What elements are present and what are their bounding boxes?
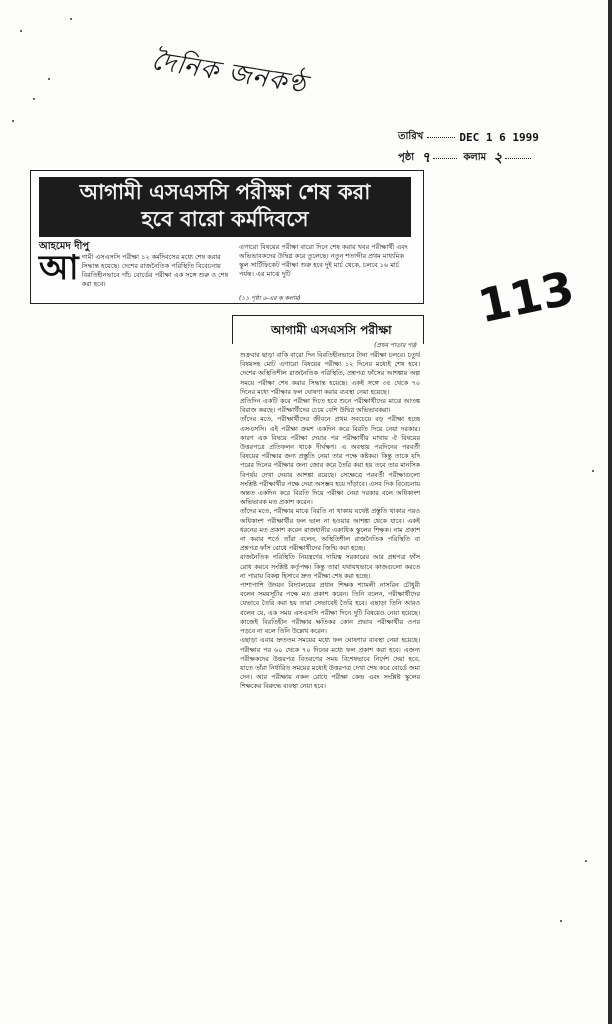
scan-speck — [592, 470, 594, 472]
article-intro-left — [39, 248, 234, 289]
stamp-column-value: ২ — [493, 150, 503, 166]
headline-line-2: হবে বারো কর্মদিবসে — [141, 207, 309, 231]
intro-left-text: গামী এসএসসি পরীক্ষা ১২ কর্মদিবসের মধ্যে শেষ করার সিদ্ধান্ত হয়েছে। দেশের রাজনৈতিক পরিস্থিতি বিবেচনায় বিরতিহীনভাবে পাঁচ বোর্ডের পরীক্ষা এক সঙ্গে শুরু ও শেষ করা হবে। — [81, 253, 229, 288]
body-paragraph: এছাড়া এবার দ্রুততম সময়ের মধ্যে ফল ঘোষণার ব্যবস্থা নেয়া হয়েছে। পরীক্ষার পর ৬০ থেকে ৭০ দিনের মধ্যে ফল প্রকাশ করা হবে। এজন্য পরীক্ষকদের উত্তরপত্র বিতরণের সময় বিশেষভাবে নির্দেশ দেয়া হবে, যাতে তাঁরা নির্ধারিত সময়ের মধ্যেই উত্তরপত্র দেখা শেষ করে বোর্ডে জমা দেন। আর পরীক্ষায় নকল রোধে পরীক্ষা কেন্দ্র এবং সংশ্লিষ্ট স্কুলের শিক্ষকের বিরুদ্ধে ব্যবস্থা নেয়া হবে। — [240, 636, 420, 691]
body-paragraph: রাজনৈতিক পরিস্থিতি নিয়ন্ত্রণের দায়িত্ব সরকারের আর প্রশ্নপত্র ফাঁস রোধ করবে সংশ্লিষ্ট কর্তৃপক্ষ। কিন্তু তারা যথাযথভাবে কাজগুলো করতে না পারায় বিকল্প হিসাবে দ্রুত পরীক্ষা শেষ করা হচ্ছে। — [240, 553, 420, 580]
body-paragraph: তাঁদের মতে, পরীক্ষার্থীদের জীবনে প্রথম সবচেয়ে বড় পরীক্ষা হচ্ছে এসএসসি। এই পরীক্ষা ক্রমশ একদিন করে বিরতি দিয়ে নেয়া দরকার। কারণ এক বিষয়ে পরীক্ষা দেয়ার পর পরীক্ষার্থীর মাথায় ঐ বিষয়ের উত্তরপত্রে প্রতিফলন থাকে দীর্ঘক্ষণ। এ অবস্থায় পরদিনের পরবর্তী বিষয়ের পরীক্ষার জন্য প্রস্তুতি নেয়া তার পক্ষে কষ্টকর। কিন্তু তাকে যদি পরের দিনের পরীক্ষার জন্য জোর করে তৈরি করা হয় তবে তার মানসিক বিপর্যয় দেখা দেয়ার আশঙ্কা রয়েছে। সেক্ষেত্রে পরবর্তী পরীক্ষাগুলো সংশ্লিষ্ট পরীক্ষার্থীর পক্ষে দেয়া অসম্ভব হয়ে দাঁড়াবে। এসব দিক বিবেচনায় অন্তত একদিন করে বিরতি দিয়ে পরীক্ষা নেয়া দরকার বলে অধিকাংশ অভিভাবক মত প্রকাশ করেন। — [240, 415, 420, 507]
continuation-header — [232, 315, 424, 349]
headline-line-1: আগামী এসএসসি পরীক্ষা শেষ করা — [79, 180, 371, 204]
handwritten-page-number: 113 — [473, 260, 579, 334]
article-clipping-front — [30, 170, 424, 304]
article-clipping-continuation — [232, 315, 424, 780]
drop-cap: আ — [39, 248, 79, 288]
date-page-stamp — [398, 125, 566, 171]
continuation-from: (প্রথম পাতার পর) — [374, 342, 417, 349]
scan-speck — [12, 120, 14, 122]
body-paragraph: শুক্রবার ছাড়া বাকি বারো দিন বিরতিহীনভাবে টানা পরীক্ষা চলবে। চতুর্থ বিষয়সহ মোট এগারো বিষয়ের পরীক্ষা ১২ দিনের মধ্যেই শেষ হবে। দেশের অস্থিতিশীল রাজনৈতিক পরিস্থিতি, প্রশ্নপত্র ফাঁসের আশঙ্কায় অল্প সময়ে পরীক্ষা শেষ করার সিদ্ধান্ত হয়েছে। একই সঙ্গে ৩৫ থেকে ৭০ দিনের মধ্যে পরীক্ষার ফল ঘোষণা করার ব্যবস্থা নেয়া হয়েছে। — [240, 351, 420, 396]
stamp-date-row — [398, 128, 566, 146]
newspaper-masthead: দৈনিক জনকণ্ঠ — [149, 45, 309, 101]
stamp-page-label: পৃষ্ঠা — [398, 151, 415, 163]
stamp-page-value: ৭ — [421, 150, 431, 166]
continuation-title: আগামী এসএসসি পরীক্ষা — [271, 323, 392, 337]
article-headline — [39, 177, 411, 237]
scan-speck — [48, 78, 50, 80]
body-paragraph: প্রতিদিন একটি করে পরীক্ষা দিতে হবে শুনে পরীক্ষার্থীদের মাঝে আতঙ্ক বিরাজ করছে। পরীক্ষার্থীদের চেয়ে বেশি উদ্বিগ্ন অভিভাবকরা। — [240, 397, 420, 415]
scan-speck — [33, 98, 35, 100]
body-paragraph: তাঁদের মতে, পরীক্ষার মাঝে বিরতি না থাকায় যথেষ্ট প্রস্তুতি থাকার পরও অধিকাংশ পরীক্ষার্থীর ফল ভাল না হওয়ার আশঙ্কা থেকে যাবে। একই ধরনের মত প্রকাশ করেন রাজধানীর একাধিক স্কুলের শিক্ষক। নাম প্রকাশ না করার শর্তে তাঁরা বলেন, অস্থিতিশীল রাজনৈতিক পরিস্থিতি বা প্রশ্নপত্র ফাঁস রোধে পরীক্ষার্থীদের জিম্মি করা হচ্ছে। — [240, 507, 420, 553]
article-byline: আহমেদ দীপু — [39, 241, 90, 252]
stamp-page-row — [398, 149, 566, 167]
stamp-date-label: তারিখ — [398, 130, 424, 142]
stamp-date-value: DEC 1 6 1999 — [459, 130, 539, 144]
scan-speck — [20, 30, 22, 32]
body-paragraph: পাশাপাশি উদয়ন বিদ্যালয়ের প্রধান শিক্ষক শ্যামলী নাসরিন চৌধুরী বলেন সময়সূচীর পক্ষে মত প্রকাশ করেন। তিনি বলেন, পরীক্ষার্থীদের যেভাবে তৈরি করা হয় তারা সেভাবেই তৈরি হবে। এছাড়া তিনি আরও বলেন যে, এক সময় এসএসসি পরীক্ষা দিনে দুটি বিষয়েও নেয়া হয়েছে। কাজেই বিরতিহীন পরীক্ষার ক্ষতিকর কোন প্রভাব পরীক্ষার্থীর ওপর পড়বে না বলে তিনি উল্লেখ করেন। — [240, 581, 420, 636]
article-intro-right: এগারো বিষয়ের পরীক্ষা বারো দিনে শেষ করার খবর পরীক্ষার্থী এবং অভিভাবকদের উদ্বিগ্ন করে তুলেছে। নতুন শতাব্দীর প্রথম মাধ্যমিক স্কুল সার্টিফিকেট পরীক্ষা শুরু হবে দুই মার্চ থেকে, চলবে ১৬ মার্চ পর্যন্ত। এর মাঝে দুটি — [239, 243, 408, 278]
continued-note: (১১ পৃষ্ঠা ৬-এর ক কলাম) — [239, 295, 301, 302]
scan-speck — [560, 920, 562, 922]
scan-speck — [70, 18, 72, 20]
article-body — [240, 351, 420, 779]
scan-speck — [585, 860, 587, 862]
stamp-column-label: কলাম — [463, 151, 487, 163]
scan-edge — [608, 0, 612, 1024]
